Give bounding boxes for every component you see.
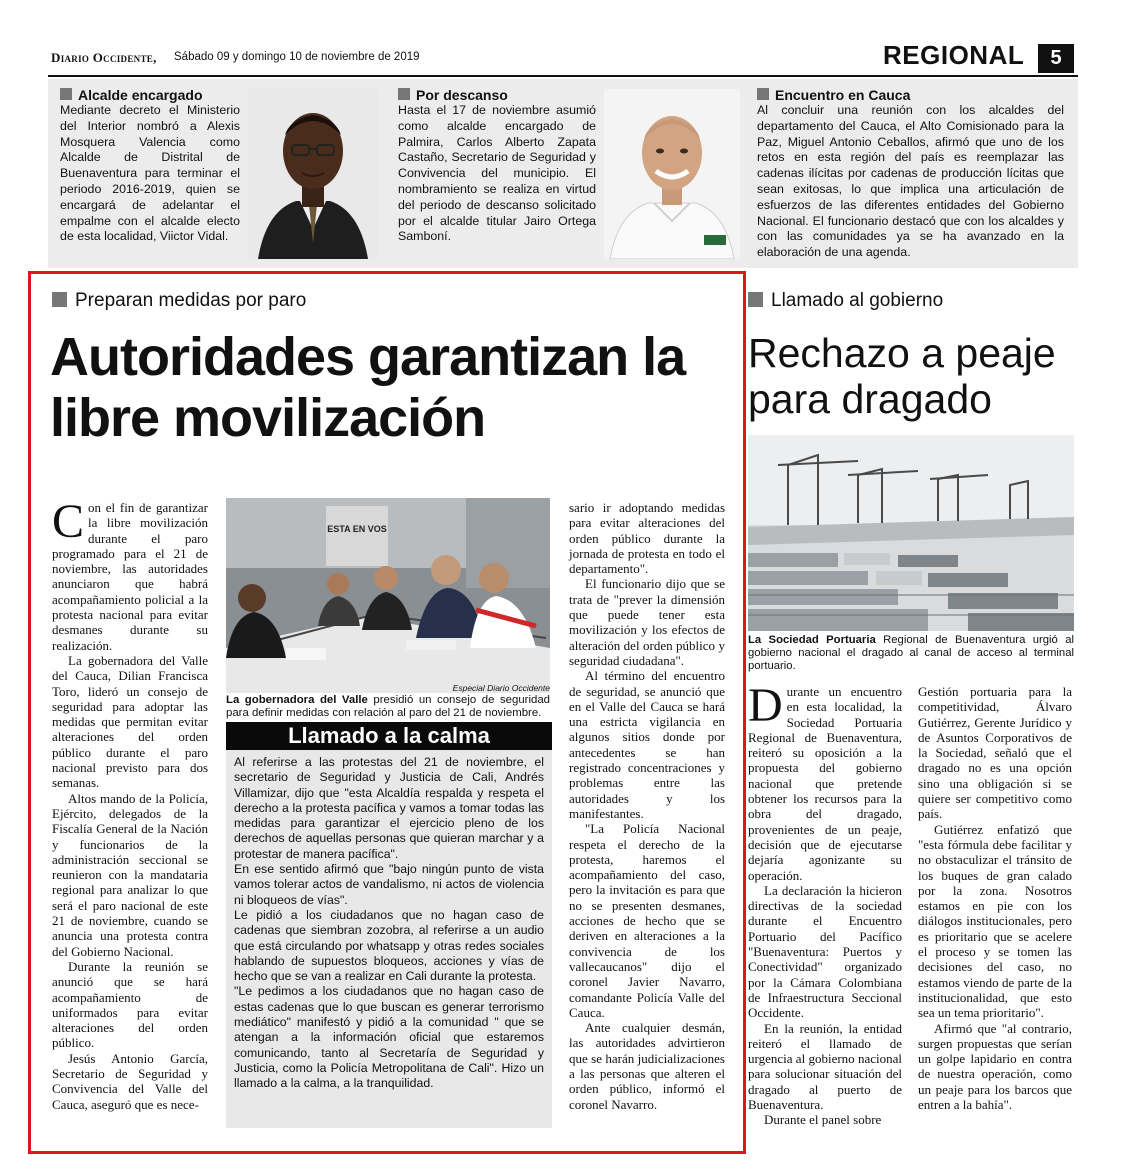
brief-tag: Encuentro en Cauca	[757, 87, 1064, 103]
side-column-2	[918, 684, 1072, 1112]
paragraph: En ese sentido afirmó que "bajo ningún punto de vista vamos tolerar actos de vandalismo, ni actos de violencia ni bloqueos de vías".	[234, 862, 544, 907]
drop-cap: D	[748, 679, 783, 732]
drop-cap: C	[52, 495, 85, 548]
paragraph: Durante el panel sobre	[764, 1112, 882, 1128]
paragraph: La gobernadora del Valle del Cauca, Dilian Francisca Toro, lideró un consejo de seguridad para adoptar las medidas que permitan evitar alteraciones del orden público durante el paro nacional previsto para dos semanas.	[52, 652, 208, 791]
bullet-square-icon	[60, 88, 72, 100]
meeting-photo	[226, 498, 550, 693]
caption-text: presidió un consejo de seguridad para definir medidas con relación al paro del 21 de noviembre.	[226, 694, 550, 719]
section-name: REGIONAL	[883, 40, 1025, 70]
paragraph: Altos mando de la Policía, Ejército, delegados de la Fiscalía General de la Nación y funcionarios de la administración seccional se reunieron con la mandataria regional para analizar lo que será el paro nacional de este 21 de noviembre, cuando se anuncia una protesta contra del Gobierno Nacional.	[52, 790, 208, 959]
main-column-3	[569, 500, 725, 1112]
brief-text: Hasta el 17 de noviembre asumió como alcalde encargado de Palmira, Carlos Alberto Zapata Castaño, Secretario de Seguridad y Convivencia del municipio. El nombramiento se realiza en virtud del periodo de descanso solicitado por el alcalde titular Jairo Ortega Samboní.	[398, 103, 596, 244]
side-kicker: Llamado al gobierno	[748, 290, 943, 312]
caption-lead: La Sociedad Portuaria	[748, 634, 876, 646]
paragraph: "Le pedimos a los ciudadanos que no hagan caso de estas cadenas que lo que buscan es generar terrorismo mediático" manifestó y pidió a la comunidad " que se atengan a la información oficial que estaremos comunicando, tanto al Secretaría de Seguridad y Justicia, como la Policía Metropolitana de Cali". Hizo un llamado a la calma, a la tranquilidad.	[234, 984, 544, 1091]
page-number: 5	[1038, 44, 1074, 73]
paragraph: El funcionario dijo que se trata de "prever la dimensión que puede tener esta movilización y los efectos de alteración del orden público y seguridad ciudadana".	[569, 576, 725, 668]
brief-text: Al concluir una reunión con los alcaldes del departamento del Cauca, el Alto Comisionado para la Paz, Miguel Antonio Ceballos, afirmó que uno de los retos en esta región del país es reemplazar las cadenas ilícitas por cadenas de producción lícitas que sean exitosas, lo que implica una articulación de esfuerzos de las diferentes entidades del Gobierno Nacional. El funcionario destacó que con los alcaldes y con las comunidades ya se ha avanzado en la elaboración de una agenda.	[757, 103, 1064, 260]
brief-tag: Alcalde encargado	[60, 87, 240, 103]
bullet-square-icon	[757, 88, 769, 100]
paragraph: Al término del encuentro de seguridad, se anunció que en el Valle del Cauca se hará una estricta vigilancia en algunos sitios donde por antecedentes se han registrado concentraciones y problemas entre las autoridades y los manifestantes.	[569, 668, 725, 821]
lead-paragraph: Durante un encuentro en esta localidad, la Sociedad Portuaria Regional de Buenaventura, reiteró su oposición a la propuesta del gobierno nacional que pretende obtener los recursos para la obra del dragado, provenientes de un peaje, decisión que de ejecutarse dejaría agonizante su operación.	[748, 679, 902, 883]
bullet-square-icon	[748, 292, 763, 307]
sidebox-title: Llamado a la calma	[226, 722, 552, 750]
lead-paragraph: Con el fin de garantizar la libre movilización durante el paro programado para el 21 de noviembre, las autoridades anunciaron que habrá acompañamiento policial a la protesta nacional para evitar desmanes durante su realización.	[52, 495, 208, 653]
side-headline: Rechazo a peaje para dragado	[748, 330, 1056, 422]
paragraph: sario ir adoptando medidas para evitar alteraciones del orden público durante la jornada de protesta en todo el departamento".	[569, 500, 725, 577]
brief-por-descanso	[398, 87, 596, 245]
bullet-square-icon	[398, 88, 410, 100]
side-column-1	[748, 679, 902, 1128]
side-photo-caption	[748, 634, 1074, 673]
paragraph: La declaración la hicieron directivas de la sociedad durante el Encuentro Portuario del Pacífico "Buenaventura: Puertos y Conectividad" organizado por la Cámara Colombiana de Infraestructura Seccional Occidente.	[748, 882, 902, 1021]
bullet-square-icon	[52, 292, 67, 307]
sidebox-body	[226, 750, 552, 1092]
paragraph: Jesús Antonio García, Secretario de Seguridad y Convivencia del Valle del Cauca, aseguró que es nece-	[52, 1050, 208, 1112]
paragraph: Le pidió a los ciudadanos que no hagan caso de cadenas que siembran zozobra, al referirse a un audio que está circulando por whatsapp y otras redes sociales hablando de supuestos bloqueos, acciones y vías de hecho que se van a realizar en Cali durante la protesta.	[234, 907, 544, 984]
caption-text: Regional de Buenaventura urgió al gobierno nacional el dragado al canal de acceso al terminal portuario.	[748, 634, 1074, 672]
sidebox-llamado-a-la-calma	[226, 722, 552, 1128]
paragraph: En la reunión, la entidad reiteró el llamado de urgencia al gobierno nacional para solucionar situación del dragado al puerto de Buenaventura.	[748, 1020, 902, 1113]
portrait-photo-alexis	[248, 89, 378, 259]
paragraph: Gutiérrez enfatizó que "esta fórmula debe facilitar y no obstaculizar el tránsito de los buques de gran calado por la zona. Nosotros estamos en pie con los diálogos institucionales, pero es prioritario que se acelere el proceso y se tomen las decisiones del caso, no estamos viendo de parte de la institucionalidad, que esto sea un tema prioritario".	[918, 821, 1072, 1021]
main-kicker: Preparan medidas por paro	[52, 290, 306, 312]
main-column-1	[52, 495, 208, 1112]
brief-alcalde-encargado	[60, 87, 240, 245]
main-headline: Autoridades garantizan la libre movilización	[50, 327, 686, 448]
caption-lead: La gobernadora del Valle	[226, 694, 368, 706]
photo-credit: Especial Diario Occidente	[452, 683, 550, 693]
masthead	[48, 40, 1078, 74]
paper-name: Diario Occidente,	[51, 50, 157, 65]
brief-encuentro-cauca	[757, 87, 1064, 261]
paragraph: Ante cualquier desmán, las autoridades advirtieron que se harán judicializaciones a las personas que alteren el orden público, informó el coronel Navarro.	[569, 1020, 725, 1112]
paragraph: "La Policía Nacional respeta el derecho de la protesta, haremos el acompañamiento del caso, pero la invitación es para que no se presenten desmanes, acciones de hecho que se deriven en alteraciones a la convivencia de los vallecaucanos" dijo el coronel Javier Navarro, comandante Policía Valle del Cauca.	[569, 821, 725, 1020]
brief-tag: Por descanso	[398, 87, 596, 103]
paragraph: Al referirse a las protestas del 21 de noviembre, el secretario de Seguridad y Justicia de Cali, Andrés Villamizar, dijo que "esta Alcaldía respalda y respeta el derecho a la protesta pacífica y vamos a tomar todas las medidas para garantizar el ejercicio pleno de los derechos de aquellas personas que quieran marchar y a protestar de manera pacífica".	[234, 755, 544, 861]
poster-text: ESTA EN VOS	[327, 524, 387, 534]
paragraph: Durante la reunión se anunció que se hará acompañamiento de uniformados para evitar alteraciones del orden público.	[52, 958, 208, 1051]
paragraph: Gestión portuaria para la competitividad, Álvaro Gutiérrez, Gerente Jurídico y de Asuntos Corporativos de la Sociedad, señaló que el dragado no es una opción sino una obligación si se quiere ser competitivo como país.	[918, 684, 1072, 822]
main-photo-caption	[226, 694, 550, 719]
paragraph: Afirmó que "al contrario, surgen propuestas que serían un golpe lapidario en contra de nuestra operación, como un peaje para los barcos que entren a la bahía".	[918, 1020, 1072, 1113]
port-photo	[748, 435, 1074, 631]
issue-date: Sábado 09 y domingo 10 de noviembre de 2019	[174, 51, 420, 63]
masthead-rule	[48, 75, 1078, 77]
portrait-photo-carlos	[604, 89, 740, 259]
brief-text: Mediante decreto el Ministerio del Interior nombró a Alexis Mosquera Valencia como Alcalde de Distrital de Buenaventura para terminar el periodo 2016-2019, quien se encargará de adelantar el empalme con el alcalde electo de esta localidad, Viictor Vidal.	[60, 103, 240, 244]
